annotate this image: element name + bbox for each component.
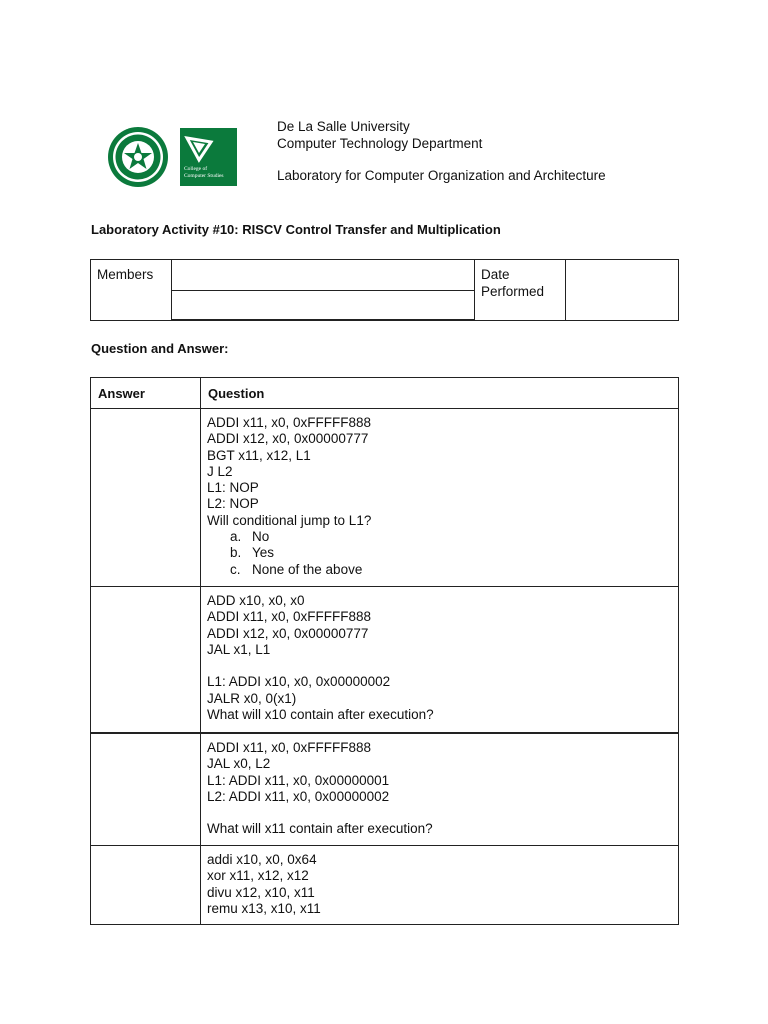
qa-table (90, 377, 679, 925)
answer-header: Answer (91, 378, 201, 409)
question-cell-4: addi x10, x0, 0x64 xor x11, x12, x12 divu x12, x10, x11 remu x13, x10, x11 (201, 846, 679, 925)
question-cell-1: ADDI x11, x0, 0xFFFFF888 ADDI x12, x0, 0x00000777 BGT x11, x12, L1 J L2 L1: NOP L2: NOP Will conditional jump to L1? a. No b. Yes c. None of the above (201, 409, 679, 587)
members-label: Members (97, 267, 154, 282)
question-header: Question (201, 378, 679, 409)
members-table (90, 259, 679, 321)
department-name: Computer Technology Department (277, 135, 483, 151)
activity-title: Laboratory Activity #10: RISCV Control Transfer and Multiplication (91, 222, 501, 237)
question-cell-2: ADD x10, x0, x0 ADDI x11, x0, 0xFFFFF888 ADDI x12, x0, 0x00000777 JAL x1, L1 L1: ADDI x10, x0, 0x00000002 JALR x0, 0(x1) What will x10 contain after execution? (201, 587, 679, 734)
header-text (277, 119, 606, 185)
date-performed-label: Date Performed (481, 267, 545, 299)
ccs-caption-line2: Computer Studies (184, 172, 224, 179)
date-performed-field[interactable] (566, 260, 679, 321)
table-row (91, 409, 679, 587)
table-row (91, 587, 679, 734)
qa-section-title: Question and Answer: (91, 341, 229, 356)
table-row (91, 733, 679, 846)
answer-field-1[interactable] (91, 409, 201, 587)
option-c: c. None of the above (230, 561, 363, 577)
table-row (91, 846, 679, 925)
member-name-field-2[interactable] (172, 291, 475, 321)
dlsu-seal-logo (107, 126, 169, 188)
ccs-caption-line1: College of (184, 166, 208, 172)
ccs-diamond-icon (184, 134, 214, 164)
member-name-field-1[interactable] (172, 260, 475, 291)
members-label-cell (91, 260, 172, 321)
answer-field-4[interactable] (91, 846, 201, 925)
answer-field-3[interactable] (91, 733, 201, 846)
option-b: b. Yes (230, 545, 275, 561)
question-cell-3: ADDI x11, x0, 0xFFFFF888 JAL x0, L2 L1: ADDI x11, x0, 0x00000001 L2: ADDI x11, x0, 0x00000002 What will x11 contain after execution? (201, 733, 679, 846)
ccs-logo (180, 128, 237, 186)
date-label-cell (475, 260, 566, 321)
qa-header-row (91, 378, 679, 409)
university-name: De La Salle University (277, 119, 410, 134)
answer-field-2[interactable] (91, 587, 201, 734)
laboratory-name: Laboratory for Computer Organization and Architecture (277, 168, 606, 183)
option-a: a. No (230, 529, 270, 545)
